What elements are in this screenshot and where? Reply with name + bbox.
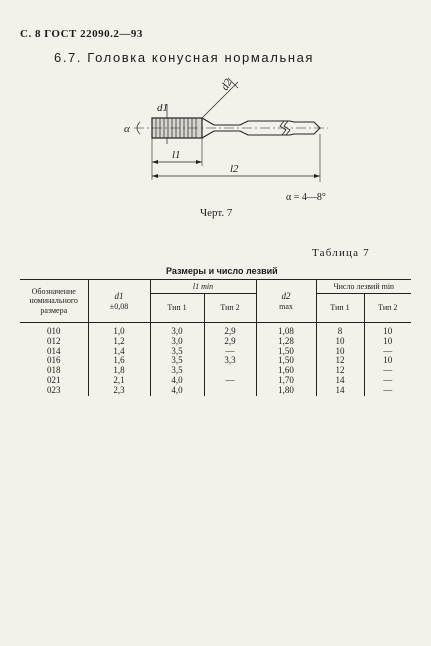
figure-caption: Черт. 7 xyxy=(200,207,233,219)
angle-note: α = 4—8° xyxy=(286,192,326,203)
technical-drawing xyxy=(110,70,350,210)
section-title: 6.7. Головка конусная нормальная xyxy=(54,50,315,65)
label-l1: l1 xyxy=(172,149,181,161)
table-title: Размеры и число лезвий xyxy=(166,266,278,276)
table-row: 023 2,3 4,0 1,80 14 — xyxy=(20,386,411,396)
drawing-svg xyxy=(110,70,350,210)
col-designation: Обозначение номинального размера xyxy=(20,280,88,323)
label-l2: l2 xyxy=(230,163,239,175)
col-d2: d2 max xyxy=(256,280,316,323)
label-d1: d1 xyxy=(157,102,168,114)
table-label: Таблица 7 xyxy=(312,247,370,259)
table-row: 010 1,0 3,0 2,9 1,08 8 10 xyxy=(20,323,411,337)
col-blades-type1: Тип 1 xyxy=(316,294,364,323)
dimensions-table xyxy=(20,279,411,396)
col-blades: Число лезвий min xyxy=(316,280,411,294)
col-l1: l1 min xyxy=(150,280,256,294)
table-row: 014 1,4 3,5 — 1,50 10 — xyxy=(20,347,411,357)
table-row: 018 1,8 3,5 1,60 12 — xyxy=(20,366,411,376)
col-l1-type2: Тип 2 xyxy=(204,294,256,323)
page-header: С. 8 ГОСТ 22090.2—93 xyxy=(20,28,143,40)
label-d2: d2 xyxy=(218,76,235,93)
table-row: 021 2,1 4,0 — 1,70 14 — xyxy=(20,376,411,386)
col-d1: d1 ±0,08 xyxy=(88,280,150,323)
label-alpha: α xyxy=(124,123,130,135)
col-l1-type1: Тип 1 xyxy=(150,294,204,323)
table-row: 016 1,6 3,5 3,3 1,50 12 10 xyxy=(20,356,411,366)
table-row: 012 1,2 3,0 2,9 1,28 10 10 xyxy=(20,337,411,347)
col-blades-type2: Тип 2 xyxy=(364,294,411,323)
